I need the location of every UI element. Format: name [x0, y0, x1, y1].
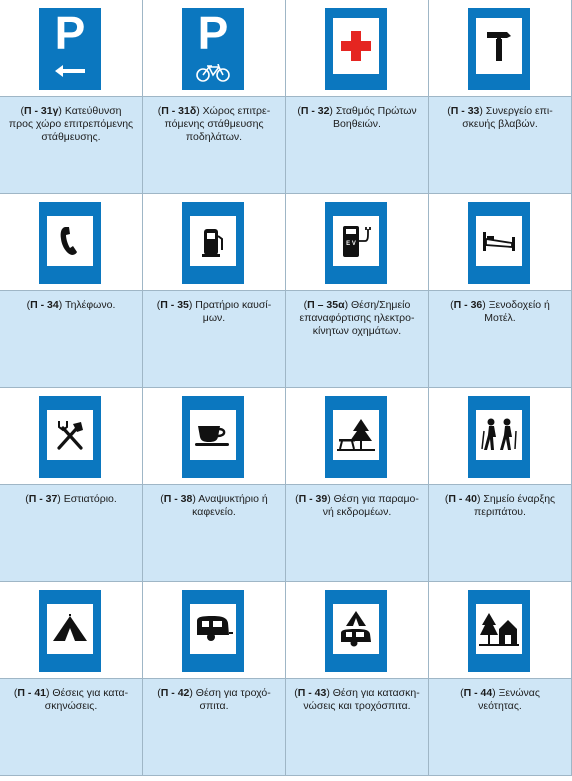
sign-p43	[325, 590, 387, 672]
sign-description: Θέση/Σημείο επαναφόρτισης ηλεκτρο-κίνητων οχημάτων.	[299, 299, 415, 337]
sign-code: Π - 35	[160, 299, 189, 311]
sign-code: Π - 31δ	[161, 105, 197, 117]
sign-cell-p42	[143, 582, 286, 679]
sign-code: Π – 35α	[307, 299, 345, 311]
sign-code: Π - 44	[463, 687, 493, 699]
sign-code: Π - 33	[450, 105, 480, 117]
bed-icon	[476, 216, 522, 266]
sign-caption: (Π - 42) Θέση για τροχό-σπιτα.	[157, 687, 271, 712]
sign-description: Θέση για παραμο-νή εκδρομέων.	[322, 493, 419, 518]
sign-cell-p33	[429, 0, 572, 97]
sign-p44	[468, 590, 530, 672]
caption-cell	[143, 97, 286, 194]
sign-cell-p41	[0, 582, 143, 679]
sign-description: Κατεύθυνση προς χώρο επιτρεπόμενης στάθμευσης.	[8, 105, 134, 143]
sign-cell-p43	[286, 582, 429, 679]
sign-caption: (Π - 37) Εστιατόριο.	[25, 493, 117, 505]
sign-description: Σημείο έναρξης περιπάτου.	[474, 493, 556, 518]
sign-p32	[325, 8, 387, 90]
sign-description: Σταθμός Πρώτων Βοηθειών.	[333, 105, 417, 130]
caption-cell	[143, 291, 286, 388]
fork-knife-icon	[47, 410, 93, 460]
hikers-icon	[476, 410, 522, 460]
sign-p31g	[39, 8, 101, 90]
sign-p41	[39, 590, 101, 672]
sign-description: Τηλέφωνο.	[64, 299, 116, 311]
sign-code: Π - 36	[453, 299, 483, 311]
caption-cell	[429, 485, 572, 582]
sign-caption: (Π - 31δ) Χώρος επιτρε-πόμενης στάθμευσης ποδηλάτων.	[157, 105, 271, 143]
sign-cell-p44	[429, 582, 572, 679]
caption-cell	[0, 485, 143, 582]
sign-cell-p36	[429, 194, 572, 291]
picnic-table-icon	[333, 410, 379, 460]
sign-p36	[468, 202, 530, 284]
caption-cell	[429, 97, 572, 194]
sign-code: Π - 42	[160, 687, 190, 699]
sign-cell-p37	[0, 388, 143, 485]
sign-p35	[182, 202, 244, 284]
sign-cell-p35	[143, 194, 286, 291]
sign-p31d	[182, 8, 244, 90]
sign-cell-p38	[143, 388, 286, 485]
sign-description: Αναψυκτήριο ή καφενείο.	[192, 493, 268, 518]
sign-caption: (Π – 35α) Θέση/Σημείο επαναφόρτισης ηλεκτρο-κίνητων οχημάτων.	[299, 299, 415, 337]
arrow-left-icon	[39, 64, 101, 78]
sign-caption: (Π - 35) Πρατήριο καυσί-μων.	[156, 299, 272, 324]
sign-caption: (Π - 32) Σταθμός Πρώτων Βοηθειών.	[297, 105, 417, 130]
caption-cell	[0, 97, 143, 194]
sign-caption: (Π - 40) Σημείο έναρξης περιπάτου.	[444, 493, 556, 518]
caption-cell	[143, 485, 286, 582]
tent-caravan-icon	[333, 604, 379, 654]
sign-p37	[39, 396, 101, 478]
coffee-cup-icon	[190, 410, 236, 460]
fuel-pump-icon	[190, 216, 236, 266]
hammer-icon	[476, 18, 522, 74]
sign-description: Θέσεις για κατα-σκηνώσεις.	[44, 687, 129, 712]
sign-p34	[39, 202, 101, 284]
sign-description: Χώρος επιτρε-πόμενης στάθμευσης ποδηλάτων.	[164, 105, 271, 143]
caption-cell	[0, 679, 143, 776]
caption-cell	[286, 291, 429, 388]
caption-cell	[429, 291, 572, 388]
sign-description: Συνεργείο επι-σκευής βλαβών.	[462, 105, 553, 130]
sign-p35a	[325, 202, 387, 284]
sign-p42	[182, 590, 244, 672]
youth-hostel-icon	[476, 604, 522, 654]
sign-p38	[182, 396, 244, 478]
sign-cell-p31g	[0, 0, 143, 97]
sign-caption: (Π - 34) Τηλέφωνο.	[26, 299, 116, 311]
parking-letter: P	[54, 7, 86, 59]
sign-code: Π - 32	[300, 105, 330, 117]
ev-letters: E V	[346, 241, 356, 247]
caption-cell	[0, 291, 143, 388]
sign-code: Π - 37	[28, 493, 58, 505]
sign-code: Π - 34	[30, 299, 59, 311]
red-cross-icon	[333, 18, 379, 74]
caption-cell	[286, 679, 429, 776]
sign-caption: (Π - 31γ) Κατεύθυνση προς χώρο επιτρεπόμενης στάθμευσης.	[8, 105, 134, 143]
caption-cell	[429, 679, 572, 776]
sign-cell-p31d	[143, 0, 286, 97]
sign-caption: (Π - 33) Συνεργείο επι-σκευής βλαβών.	[447, 105, 553, 130]
sign-p33	[468, 8, 530, 90]
sign-p40	[468, 396, 530, 478]
sign-code: Π - 41	[17, 687, 46, 699]
sign-caption: (Π - 36) Ξενοδοχείο ή Μοτέλ.	[450, 299, 550, 324]
sign-caption: (Π - 44) Ξενώνας νεότητας.	[460, 687, 540, 712]
sign-description: Θέση για τροχό-σπιτα.	[195, 687, 271, 712]
bicycle-icon	[182, 64, 244, 82]
sign-description: Θέση για κατασκη-νώσεις και τροχόσπιτα.	[303, 687, 420, 712]
sign-caption: (Π - 38) Αναψυκτήριο ή καφενείο.	[160, 493, 268, 518]
tent-icon	[47, 604, 93, 654]
sign-cell-p35a	[286, 194, 429, 291]
sign-code: Π - 43	[297, 687, 327, 699]
sign-description: Ξενώνας νεότητας.	[478, 687, 540, 712]
sign-code: Π - 39	[298, 493, 328, 505]
caravan-icon	[190, 604, 236, 654]
sign-caption: (Π - 43) Θέση για κατασκη-νώσεις και τροχόσπιτα.	[294, 687, 420, 712]
ev-charger-icon	[333, 216, 379, 266]
sign-code: Π - 38	[163, 493, 193, 505]
caption-cell	[286, 485, 429, 582]
sign-p39	[325, 396, 387, 478]
sign-code: Π - 40	[448, 493, 477, 505]
sign-caption: (Π - 41) Θέσεις για κατα-σκηνώσεις.	[13, 687, 129, 712]
sign-caption: (Π - 39) Θέση για παραμο-νή εκδρομέων.	[295, 493, 419, 518]
sign-description: Εστιατόριο.	[63, 493, 117, 505]
caption-cell	[286, 97, 429, 194]
sign-cell-p39	[286, 388, 429, 485]
parking-letter: P	[197, 7, 229, 59]
telephone-icon	[47, 216, 93, 266]
sign-code: Π - 31γ	[23, 105, 59, 117]
caption-cell	[143, 679, 286, 776]
sign-cell-p34	[0, 194, 143, 291]
sign-cell-p40	[429, 388, 572, 485]
sign-description: Ξενοδοχείο ή Μοτέλ.	[484, 299, 550, 324]
sign-description: Πρατήριο καυσί-μων.	[195, 299, 272, 324]
sign-cell-p32	[286, 0, 429, 97]
